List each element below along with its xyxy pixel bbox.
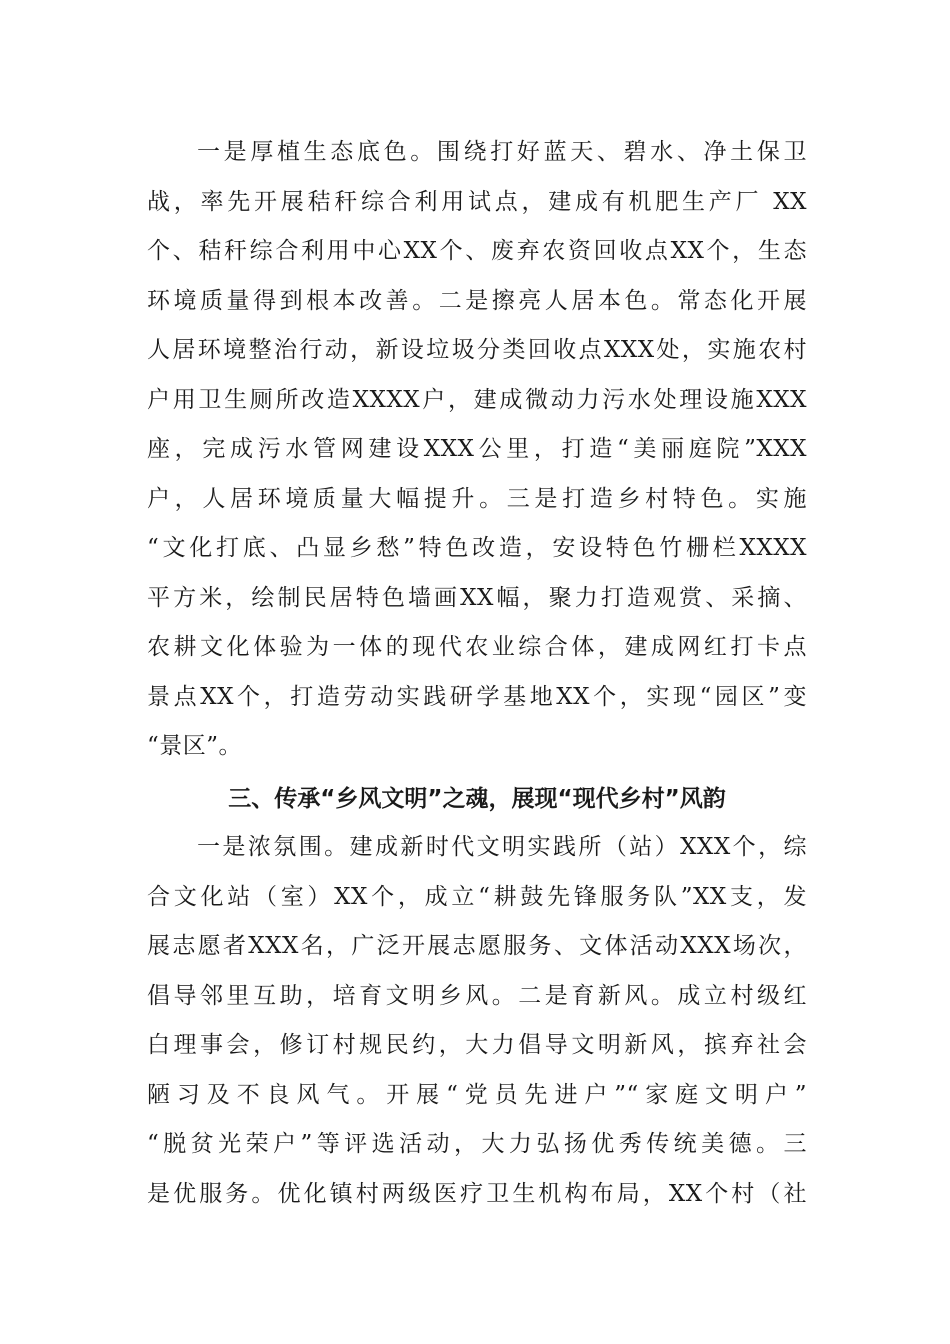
paragraph-line: 景点XX个，打造劳动实践研学基地XX个，实现“园区”变	[147, 683, 807, 710]
paragraph-line: 倡导邻里互助，培育文明乡风。二是育新风。成立村级红	[147, 982, 807, 1009]
paragraph-line: “文化打底、凸显乡愁”特色改造，安设特色竹栅栏XXXX	[147, 535, 807, 561]
paragraph-civilization	[147, 823, 807, 1219]
paragraph-line: 展志愿者XXX名，广泛开展志愿服务、文体活动XXX场次，	[147, 933, 807, 959]
paragraph-line: 战，率先开展秸秆综合利用试点，建成有机肥生产厂 XX	[147, 188, 807, 215]
paragraph-line: 个、秸秆综合利用中心XX个、废弃农资回收点XX个，生态	[147, 238, 807, 264]
paragraph-line: 农耕文化体验为一体的现代农业综合体，建成网红打卡点	[147, 634, 807, 660]
paragraph-line: 一是浓氛围。建成新时代文明实践所（站）XXX个，综	[197, 834, 807, 860]
section-heading: 三、传承“乡风文明”之魂，展现“现代乡村”风韵	[228, 786, 726, 812]
paragraph-line: 白理事会，修订村规民约，大力倡导文明新风，摈弃社会	[147, 1032, 807, 1058]
paragraph-line: 陋习及不良风气。开展“党员先进户”“家庭文明户”	[147, 1081, 807, 1108]
paragraph-line: 一是厚植生态底色。围绕打好蓝天、碧水、净土保卫	[197, 139, 807, 165]
paragraph-line: 合文化站（室）XX个，成立“耕鼓先锋服务队”XX支，发	[147, 883, 807, 910]
paragraph-ecology	[147, 128, 807, 772]
paragraph-line: “脱贫光荣户”等评选活动，大力弘扬优秀传统美德。三	[147, 1131, 807, 1157]
paragraph-line: 平方米，绘制民居特色墙画XX幅，聚力打造观赏、采摘、	[147, 584, 807, 611]
paragraph-line: 是优服务。优化镇村两级医疗卫生机构布局，XX个村（社	[147, 1180, 807, 1207]
paragraph-line: 户，人居环境质量大幅提升。三是打造乡村特色。实施	[147, 485, 807, 512]
paragraph-line: 人居环境整治行动，新设垃圾分类回收点XXX处，实施农村	[147, 337, 807, 363]
paragraph-line: 户用卫生厕所改造XXXX户，建成微动力污水处理设施XXX	[147, 386, 807, 413]
paragraph-line: “景区”。	[147, 733, 243, 759]
paragraph-line: 环境质量得到根本改善。二是擦亮人居本色。常态化开展	[147, 287, 807, 314]
paragraph-line: 座，完成污水管网建设XXX公里，打造“美丽庭院”XXX	[147, 436, 807, 462]
